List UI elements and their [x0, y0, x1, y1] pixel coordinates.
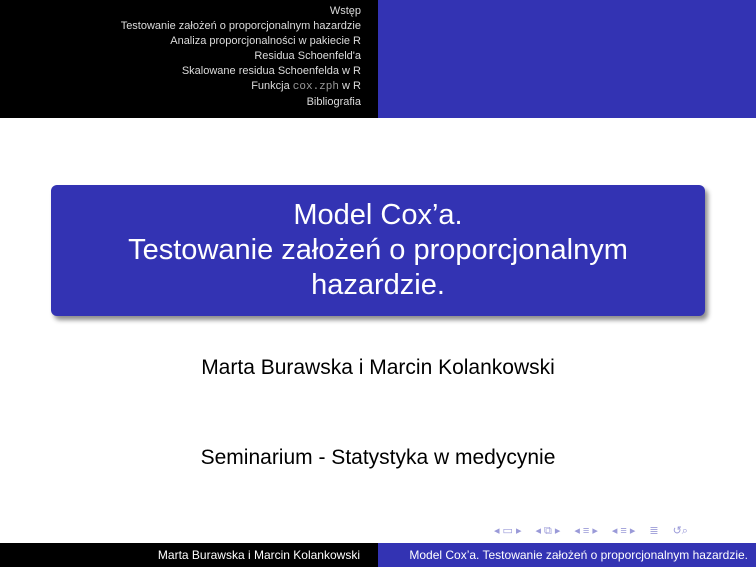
title-box [51, 185, 705, 316]
nav-funkcja-suffix: w R [339, 80, 361, 92]
section-navigation [0, 0, 378, 118]
prev-subsection-2-icon[interactable]: ◂ [611, 525, 618, 537]
next-section-icon[interactable]: ▸ [592, 525, 598, 537]
headline-divider [0, 118, 756, 121]
section-icon[interactable]: ≡ [582, 525, 590, 537]
presentation-title [128, 198, 628, 303]
headline-blue-panel [378, 0, 756, 118]
nav-section-analiza[interactable]: Analiza proporcjonalności w pakiecie R [170, 35, 361, 47]
nav-funkcja-code: cox.zph [292, 81, 339, 93]
beamer-navigation-controls [494, 522, 688, 540]
subsection-2-icon[interactable]: ≡ [620, 525, 627, 537]
title-line-1: Model Cox’a. [293, 199, 463, 231]
nav-section-funkcja[interactable] [251, 79, 361, 95]
nav-section-residua[interactable]: Residua Schoenfeld'a [254, 50, 361, 62]
footline [0, 543, 756, 567]
footer-author: Marta Burawska i Marcin Kolankowski [0, 543, 378, 567]
nav-section-wstep[interactable]: Wstęp [329, 5, 361, 17]
next-subsection-icon[interactable]: ▸ [554, 525, 561, 537]
prev-section-icon[interactable]: ◂ [574, 525, 580, 537]
nav-section-testowanie[interactable]: Testowanie założeń o proporcjonalnym hazardzie [120, 20, 361, 32]
prev-frame-icon[interactable]: ◂ [494, 525, 500, 537]
align-icon[interactable]: ≣ [649, 525, 659, 537]
subsection-icon[interactable]: ⧉ [544, 525, 552, 537]
search-icon[interactable]: ↺⌕ [672, 525, 688, 537]
prev-subsection-icon[interactable]: ◂ [535, 525, 541, 537]
next-subsection-2-icon[interactable]: ▸ [629, 525, 636, 537]
footer-title: Model Cox’a. Testowanie założeń o proporcjonalnym hazardzie. [378, 543, 756, 567]
title-line-3: hazardzie. [311, 269, 445, 301]
next-frame-icon[interactable]: ▸ [515, 525, 522, 537]
frame-icon[interactable]: ▭ [502, 525, 513, 537]
nav-funkcja-prefix: Funkcja [251, 80, 293, 92]
nav-section-skalowane[interactable]: Skalowane residua Schoenfelda w R [181, 65, 361, 77]
title-line-2: Testowanie założeń o proporcjonalnym [128, 234, 628, 266]
event-name: Seminarium - Statystyka w medycynie [200, 446, 556, 469]
headline-bar [0, 0, 756, 118]
nav-section-bibliografia[interactable]: Bibliografia [306, 96, 361, 108]
author-names: Marta Burawska i Marcin Kolankowski [201, 356, 555, 379]
